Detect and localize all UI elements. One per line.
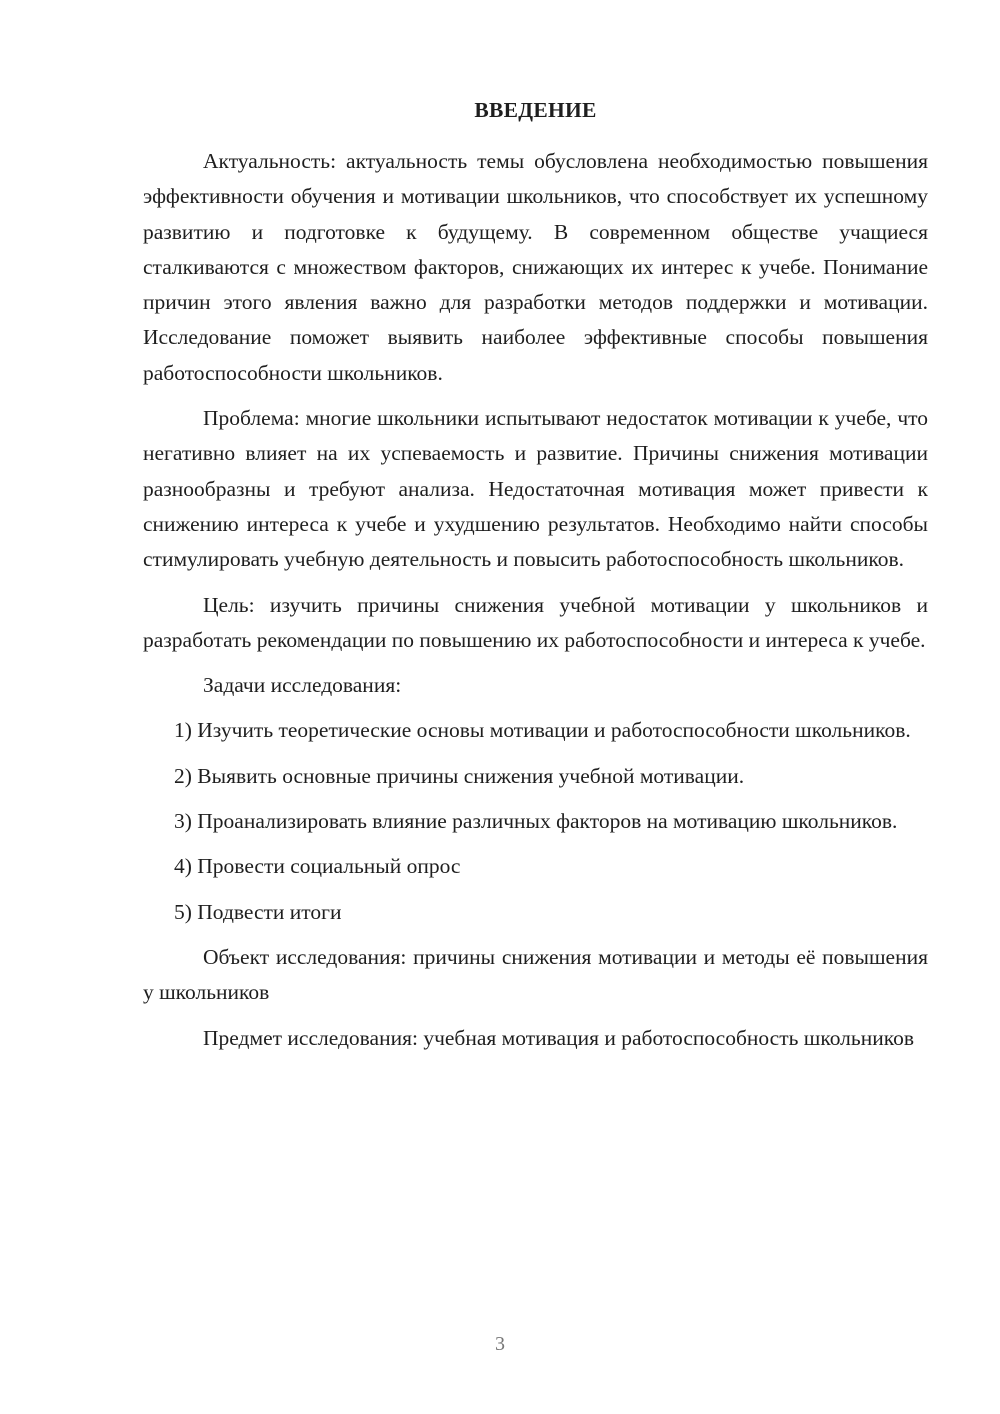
task-item: 4) Провести социальный опрос: [174, 854, 461, 879]
task-item: 5) Подвести итоги: [174, 899, 342, 924]
research-object-paragraph: Объект исследования: причины снижения мотивации и методы её повышения у школьников: [143, 944, 928, 1005]
task-item: 2) Выявить основные причины снижения учебной мотивации.: [174, 763, 745, 788]
section-heading: ВВЕДЕНИЕ: [474, 98, 597, 122]
task-item: 3) Проанализировать влияние различных факторов на мотивацию школьников.: [174, 809, 898, 834]
page-number: 3: [495, 1333, 505, 1355]
task-item: 1) Изучить теоретические основы мотивации и работоспособности школьников.: [174, 718, 911, 743]
research-subject-paragraph: Предмет исследования: учебная мотивация и работоспособность школьников: [203, 1025, 914, 1050]
tasks-heading: Задачи исследования:: [203, 673, 402, 698]
goal-paragraph: Цель: изучить причины снижения учебной мотивации у школьников и разработать рекомендации по повышению их работоспособности и интереса к учебе.: [143, 592, 928, 652]
document-page: [143, 96, 928, 1066]
relevance-paragraph: Актуальность: актуальность темы обусловлена необходимостью повышения эффективности обучения и мотивации школьников, что способствует их успешному развитию и подготовке к будущему. В современном обществе учащиеся сталкиваются с множеством факторов, снижающих их интерес к учебе. Понимание причин этого явления важно для разработки методов поддержки и мотивации. Исследование поможет выявить наиболее эффективные способы повышения работоспособности школьников.: [143, 149, 928, 385]
problem-paragraph: Проблема: многие школьники испытывают недостаток мотивации к учебе, что негативно влияет на их успеваемость и развитие. Причины снижения мотивации разнообразны и требуют анализа. Недостаточная мотивация может привести к снижению интереса к учебе и ухудшению результатов. Необходимо найти способы стимулировать учебную деятельность и повысить работоспособность школьников.: [143, 406, 928, 572]
